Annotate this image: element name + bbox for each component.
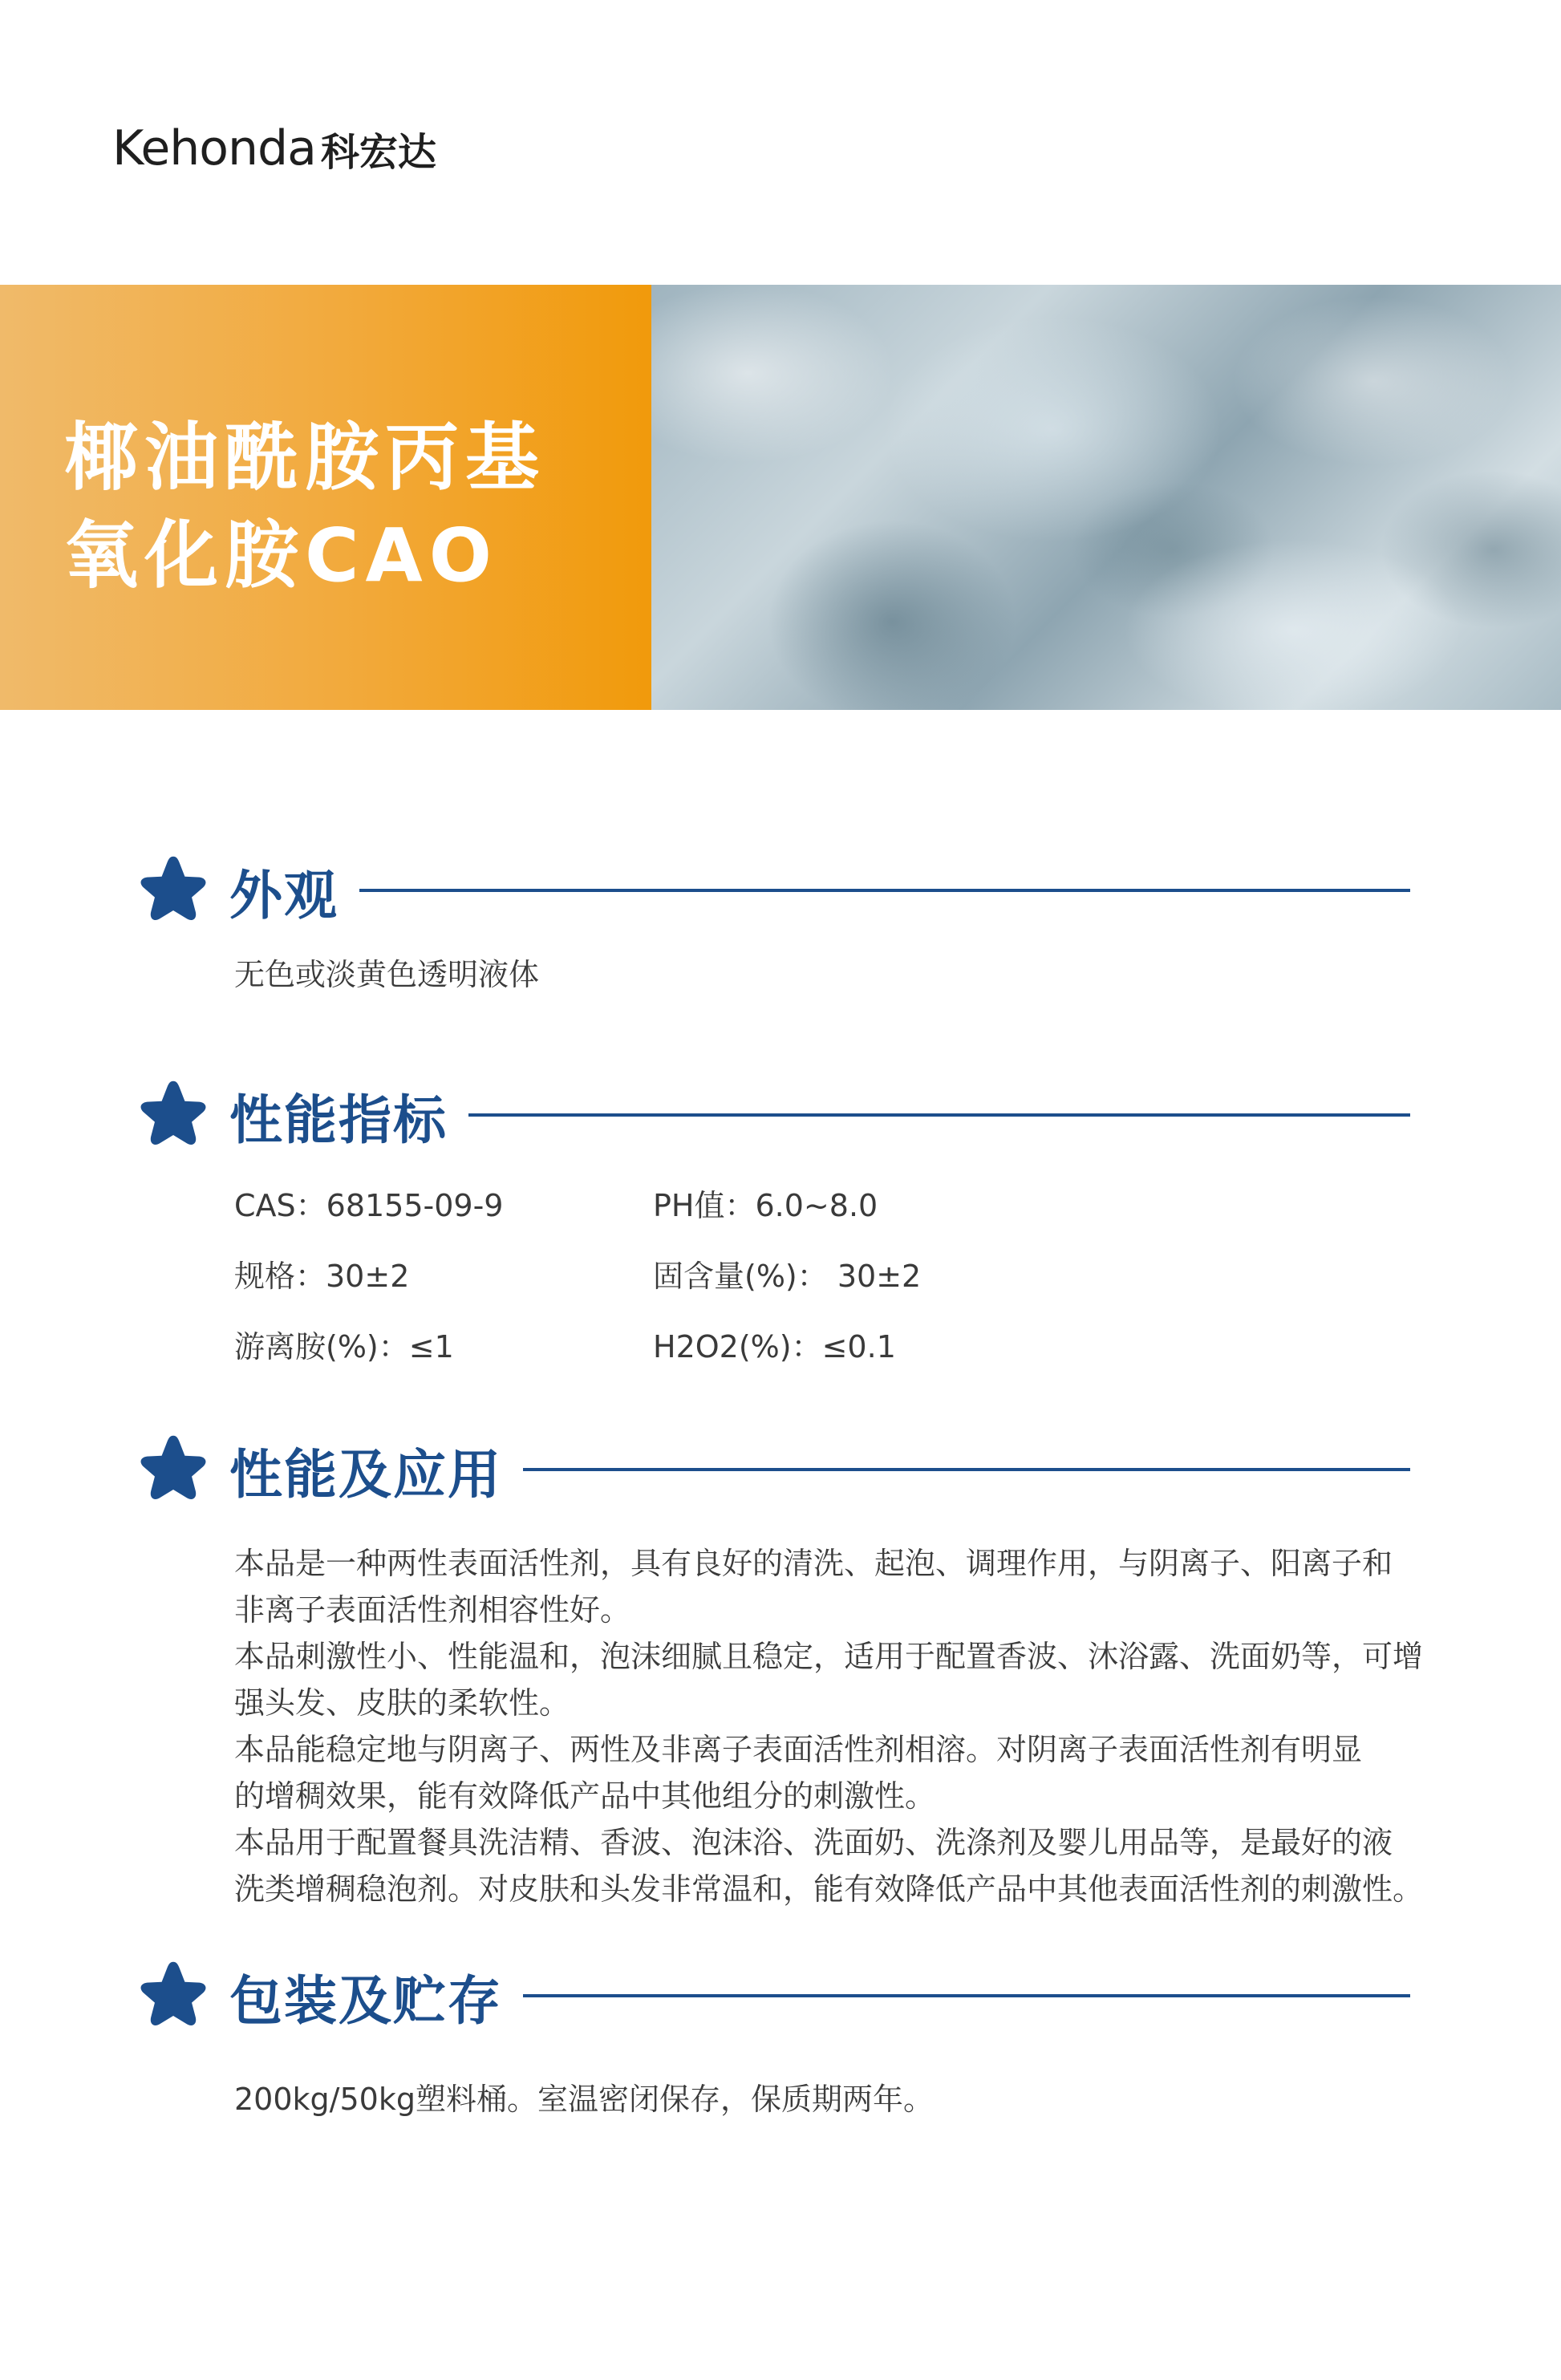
section-title: 外观 [229, 864, 339, 926]
applications-paragraph-4: 本品用于配置餐具洗洁精、香波、泡沫浴、洗面奶、洗涤剂及婴儿用品等，是最好的液 洗类增稠稳泡剂。对皮肤和头发非常温和，能有效降低产品中其他表面活性剂的刺激性。 [234, 1825, 1424, 1907]
hero-title-panel [0, 285, 651, 710]
section-divider [523, 1468, 1410, 1471]
spec-ph: PH值：6.0~8.0 [653, 1188, 878, 1223]
product-title [64, 409, 545, 605]
spec-grade: 规格：30±2 [234, 1259, 410, 1294]
hero-banner [0, 285, 1561, 710]
section-header [135, 1075, 1410, 1155]
star-icon [135, 852, 212, 929]
section-applications [135, 1429, 1424, 1912]
foam-photo [651, 285, 1561, 710]
star-icon [135, 1431, 212, 1508]
star-icon [135, 1957, 212, 2034]
applications-paragraph-3: 本品能稳定地与阴离子、两性及非离子表面活性剂相溶。对阴离子表面活性剂有明显 的增稠效果，能有效降低产品中其他组分的刺激性。 [234, 1732, 1363, 1814]
star-icon [135, 1076, 212, 1154]
section-title: 性能指标 [229, 1089, 448, 1151]
spec-cas: CAS：68155-09-9 [234, 1188, 504, 1223]
product-title-line-1: 椰油酰胺丙基 [64, 415, 546, 501]
section-header [135, 850, 1410, 931]
section-title: 包装及贮存 [229, 1969, 502, 2032]
section-divider [523, 1994, 1410, 1997]
section-specs [135, 1075, 1410, 1370]
section-appearance [135, 850, 1410, 998]
section-packaging [135, 1956, 1410, 2123]
spec-solid-content: 固含量(%)： 30±2 [653, 1259, 922, 1294]
section-divider [359, 889, 1410, 892]
logo-latin-text: Kehonda [112, 120, 316, 176]
spec-free-amine: 游离胺(%)：≤1 [234, 1329, 454, 1364]
logo-chinese-text: 科宏达 [320, 129, 436, 175]
section-header [135, 1956, 1410, 2036]
section-header [135, 1429, 1410, 1510]
applications-paragraph-1: 本品是一种两性表面活性剂，具有良好的清洗、起泡、调理作用，与阴离子、阳离子和 非离子表面活性剂相容性好。 [234, 1546, 1393, 1628]
brand-logo [112, 120, 436, 176]
section-divider [468, 1113, 1410, 1117]
appearance-text: 无色或淡黄色透明液体 [234, 957, 540, 992]
spec-grid [234, 1182, 1410, 1370]
section-title: 性能及应用 [229, 1443, 502, 1506]
applications-paragraph-2: 本品刺激性小、性能温和，泡沫细腻且稳定，适用于配置香波、沐浴露、洗面奶等，可增 强头发、皮肤的柔软性。 [234, 1639, 1424, 1721]
applications-body [234, 1540, 1518, 1912]
packaging-text: 200kg/50kg塑料桶。室温密闭保存，保质期两年。 [234, 2082, 934, 2117]
product-title-line-2: 氧化胺CAO [64, 513, 498, 598]
spec-h2o2: H2O2(%)：≤0.1 [653, 1329, 896, 1364]
